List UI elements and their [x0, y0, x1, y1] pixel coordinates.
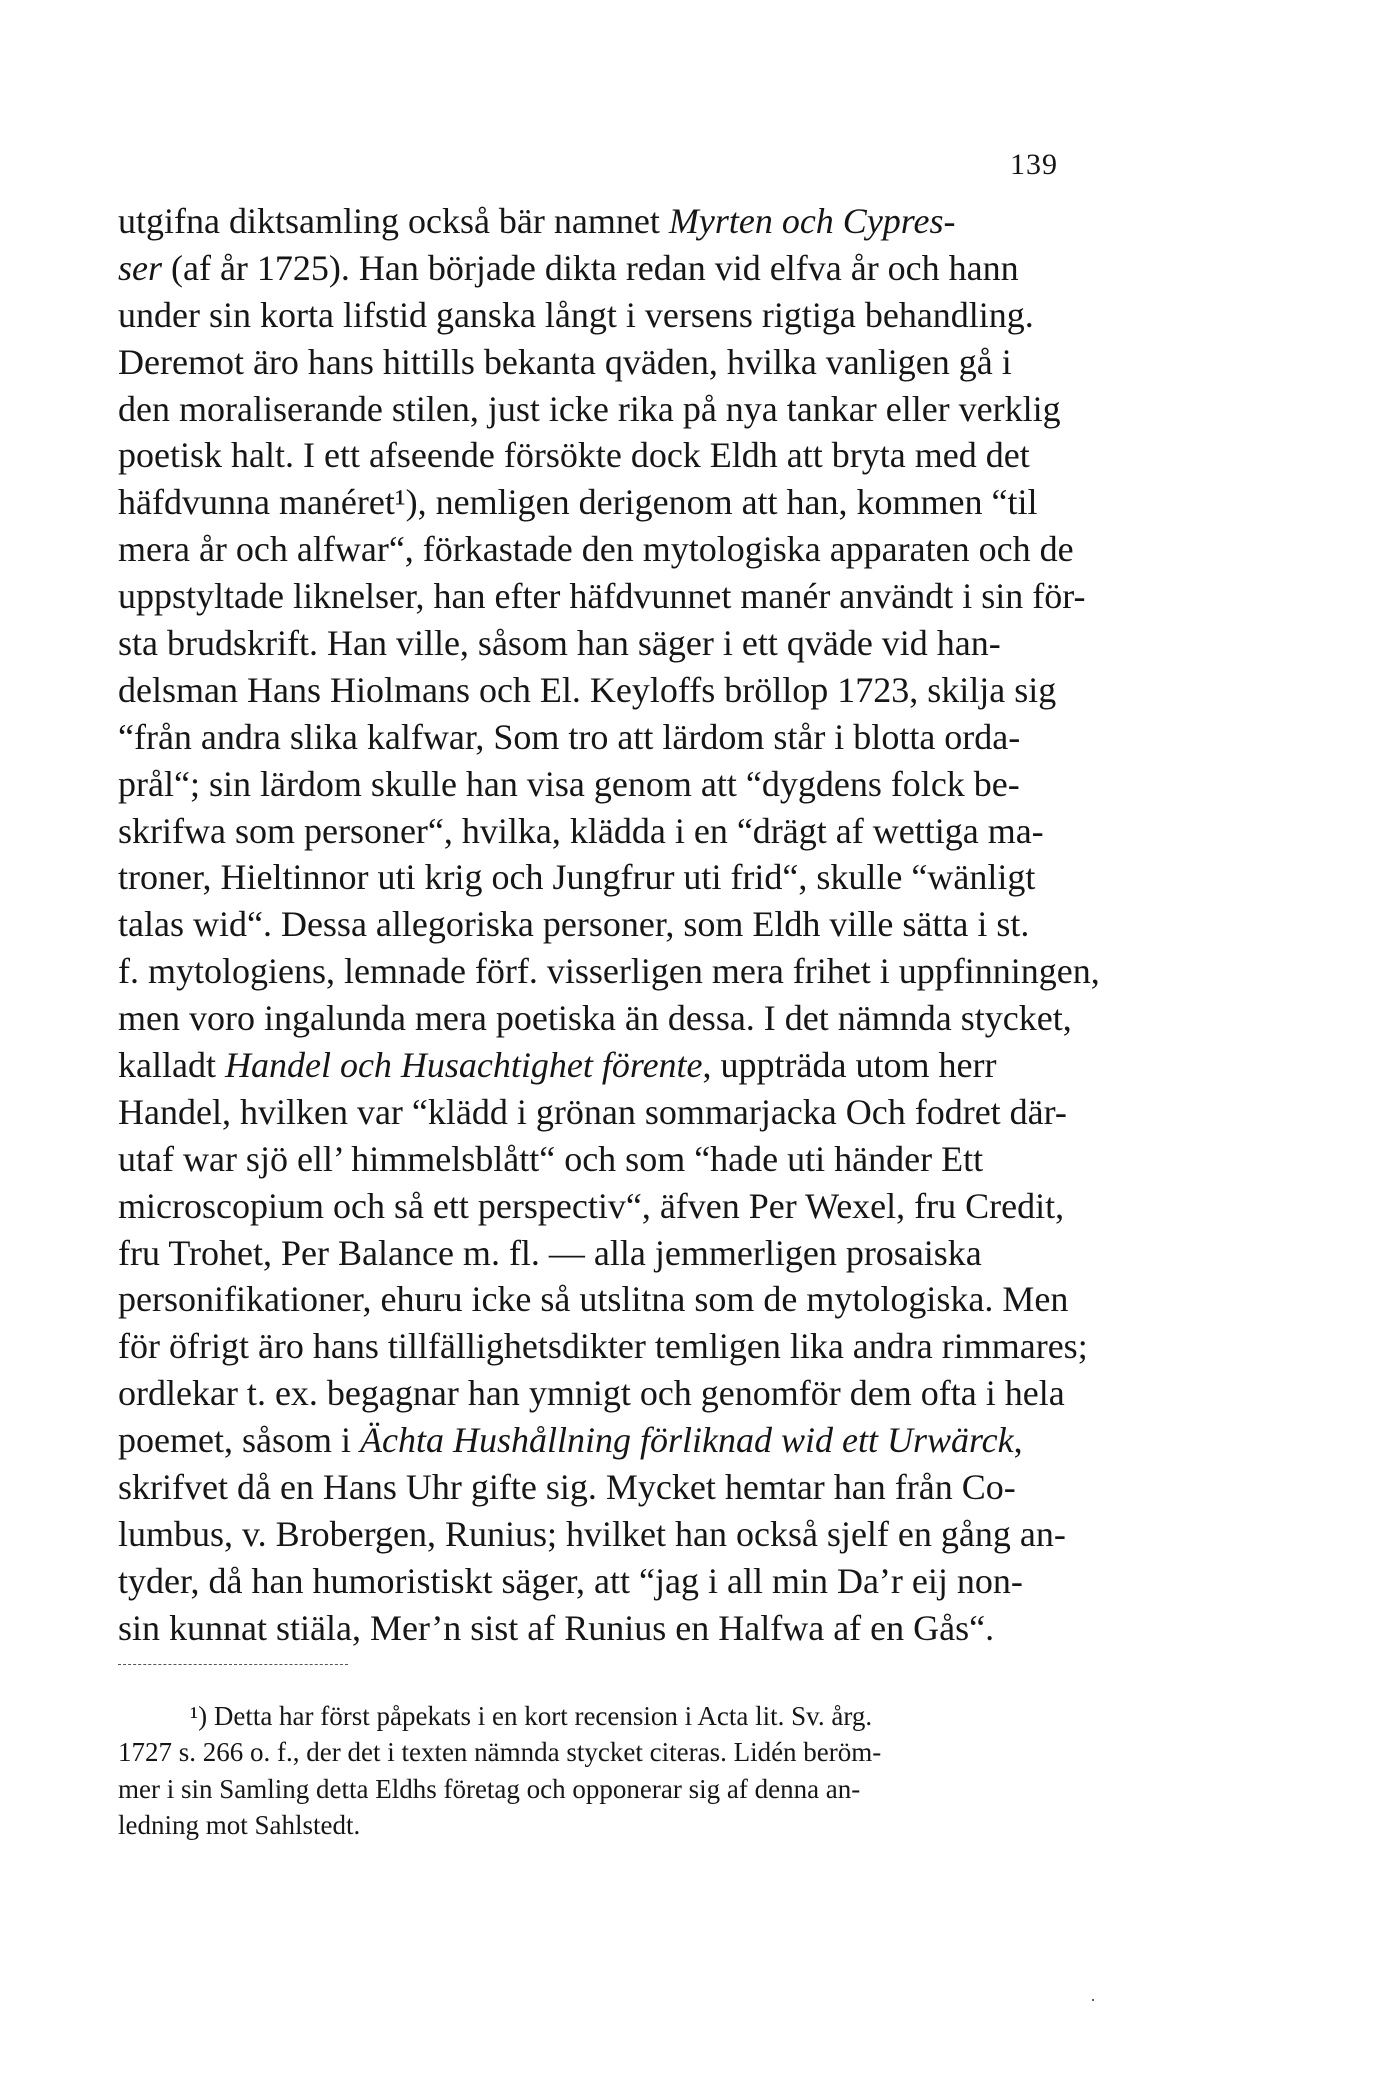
text-run: delsman Hans Hiolmans och El. Keyloffs bröllop 1723, skilja sig [118, 669, 1057, 710]
text-run: microscopium och så ett perspectiv“, äfven Per Wexel, fru Credit, [118, 1185, 1065, 1226]
text-line [118, 714, 1135, 761]
text-line [118, 1558, 1135, 1605]
text-line [118, 339, 1135, 386]
text-run: talas wid“. Dessa allegoriska personer, som Eldh ville sätta i st. [118, 904, 1030, 945]
page-number: 139 [1010, 148, 1058, 181]
text-line [118, 1605, 1135, 1652]
text-line [118, 1183, 1135, 1230]
text-run: prål“; sin lärdom skulle han visa genom att “dygdens folck be- [118, 763, 1020, 804]
footnote-line: mer i sin Samling detta Eldhs företag och opponerar sig af denna an- [118, 1773, 861, 1804]
text-run: f. mytologiens, lemnade förf. visserligen mera frihet i uppfinningen, [118, 951, 1100, 992]
text-run: utgifna diktsamling också bär namnet [118, 201, 669, 241]
text-line [118, 526, 1135, 573]
text-line [118, 1323, 1135, 1370]
text-run: tyder, då han humoristiskt säger, att “jag i all min Da’r eij non- [118, 1560, 1023, 1601]
text-line [118, 573, 1135, 620]
text-line [118, 1089, 1135, 1136]
text-run: “från andra slika kalfwar, Som tro att lärdom står i blotta orda- [118, 716, 1021, 757]
text-line [118, 1230, 1135, 1277]
text-run: , uppträda utom herr [702, 1045, 997, 1086]
body-text [118, 198, 1135, 1652]
text-line [118, 1136, 1135, 1183]
text-line [118, 245, 1135, 292]
text-run: kalladt [118, 1045, 225, 1086]
text-run: fru Trohet, Per Balance m. fl. — alla jemmerligen prosaiska [118, 1232, 982, 1273]
text-run: under sin korta lifstid ganska långt i versens rigtiga behandling. [118, 294, 1034, 335]
text-line [118, 620, 1135, 667]
text-run: ordlekar t. ex. begagnar han ymnigt och genomför dem ofta i hela [118, 1373, 1065, 1414]
text-line [118, 1370, 1135, 1417]
text-run: skrifvet då en Hans Uhr gifte sig. Mycket hemtar han från Co- [118, 1467, 1016, 1508]
text-run: personifikationer, ehuru icke så utslitna som de mytologiska. Men [118, 1279, 1069, 1320]
footnotes [118, 1698, 1135, 1843]
text-run: poetisk halt. I ett afseende försökte dock Eldh att bryta med det [118, 435, 1030, 476]
text-run: poemet, såsom i [118, 1420, 360, 1461]
italic-title-text: ser [118, 247, 162, 288]
text-run: Deremot äro hans hittills bekanta qväden, hvilka vanligen gå i [118, 341, 1012, 382]
text-run: för öfrigt äro hans tillfällighetsdikter temligen lika andra rimmares; [118, 1326, 1088, 1367]
text-run: Handel, hvilken var “klädd i grönan sommarjacka Och fodret där- [118, 1091, 1067, 1132]
text-line [118, 995, 1135, 1042]
italic-title-text: Handel och Husachtighet förente [224, 1045, 703, 1086]
text-run: sin kunnat stiäla, Mer’n sist af Runius en Halfwa af en Gås“. [118, 1607, 995, 1648]
text-line [118, 432, 1135, 479]
text-line [118, 901, 1135, 948]
text-run: den moraliserande stilen, just icke rika på nya tankar eller verklig [118, 388, 1061, 429]
text-run: utaf war sjö ell’ himmelsblått“ och som “hade uti händer Ett [118, 1138, 984, 1179]
text-run: skrifwa som personer“, hvilka, klädda i en “drägt af wettiga ma- [118, 810, 1044, 851]
text-line [118, 808, 1135, 855]
scan-speck: · [1090, 1990, 1096, 2010]
italic-title-text: Ächta Hushållning förliknad wid ett Urwärck [359, 1420, 1014, 1461]
footnote-line: 1727 s. 266 o. f., der det i texten nämnda stycket citeras. Lidén beröm- [118, 1737, 882, 1768]
text-run: , [1013, 1420, 1023, 1461]
text-line [118, 667, 1135, 714]
text-run: uppstyltade liknelser, han efter häfdvunnet manér användt i sin för- [118, 576, 1086, 617]
text-line [118, 479, 1135, 526]
text-line [118, 292, 1135, 339]
footnote-divider [118, 1664, 348, 1665]
text-line [118, 854, 1135, 901]
text-line [118, 1417, 1135, 1464]
text-run: mera år och alfwar“, förkastade den mytologiska apparaten och de [118, 529, 1074, 570]
footnote-line: ¹) Detta har först påpekats i en kort recension i Acta lit. Sv. årg. [190, 1701, 873, 1731]
text-run: men voro ingalunda mera poetiska än dessa. I det nämnda stycket, [118, 998, 1072, 1039]
text-run: lumbus, v. Brobergen, Runius; hvilket han också sjelf en gång an- [118, 1513, 1066, 1554]
footnote-line: ledning mot Sahlstedt. [118, 1809, 361, 1840]
text-run: (af år 1725). Han började dikta redan vid elfva år och hann [162, 247, 1019, 288]
italic-title-text: Myrten och Cypres- [668, 201, 956, 241]
text-line [118, 1511, 1135, 1558]
text-line [118, 1464, 1135, 1511]
text-run: troner, Hieltinnor uti krig och Jungfrur uti frid“, skulle “wänligt [118, 857, 1036, 898]
text-line [118, 386, 1135, 433]
text-line [118, 761, 1135, 808]
text-line [118, 1276, 1135, 1323]
text-line [118, 198, 1135, 245]
text-run: häfdvunna manéret¹), nemligen derigenom att han, kommen “til [118, 482, 1038, 523]
text-line [118, 948, 1135, 995]
text-line [118, 1042, 1135, 1089]
text-run: sta brudskrift. Han ville, såsom han säger i ett qväde vid han- [118, 623, 1001, 664]
